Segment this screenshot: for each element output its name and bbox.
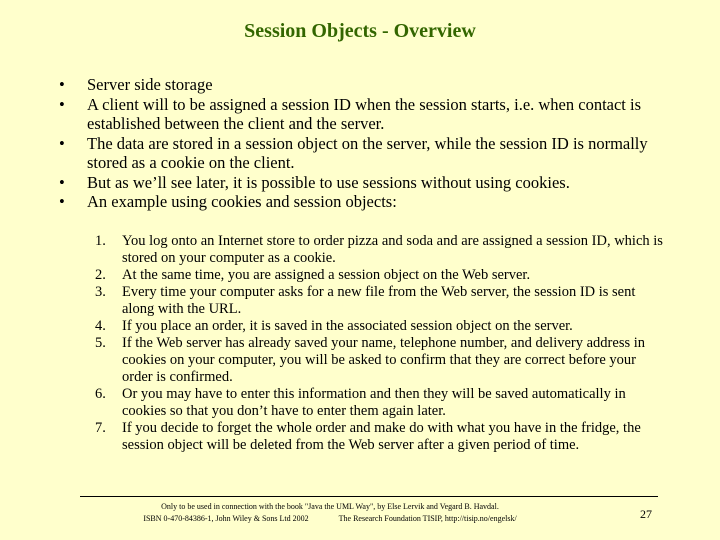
bullet-item: • The data are stored in a session object on the server, while the session ID is normally stored as a cookie on the client. [57,134,657,173]
item-number: 3. [95,284,106,300]
numbered-item [95,318,665,335]
item-text: If you place an order, it is saved in the associated session object on the server. [122,318,573,334]
slide-title: Session Objects - Overview [244,20,476,42]
footer-line-1: Only to be used in connection with the book "Java the UML Way", by Else Lervik and Vegard B. Havdal. [161,502,499,511]
item-number: 4. [95,318,106,334]
item-number: 5. [95,335,106,351]
numbered-item [95,420,665,454]
item-number: 2. [95,267,106,283]
numbered-item [95,267,665,284]
item-text: If the Web server has already saved your name, telephone number, and delivery address in cookies on your computer, you will be asked to confirm that they are correct before your order is confirmed. [122,335,646,385]
item-text: Every time your computer asks for a new file from the Web server, the session ID is sent along with the URL. [122,284,636,317]
item-text: Or you may have to enter this information and then they will be saved automatically in cookies so that you don’t have to enter them again later. [122,386,626,419]
numbered-item [95,233,665,267]
item-text: If you decide to forget the whole order and make do with what you have in the fridge, the session object will be deleted from the Web server after a given period of time. [122,420,641,453]
bullet-list [57,75,657,212]
item-text: You log onto an Internet store to order pizza and soda and are assigned a session ID, which is stored on your computer as a cookie. [122,233,663,266]
bullet-item: • Server side storage [57,75,657,95]
bullet-item: • An example using cookies and session objects: [57,192,657,212]
numbered-list [95,233,665,454]
item-number: 6. [95,386,106,402]
page-number: 27 [640,507,652,521]
numbered-item [95,386,665,420]
numbered-item [95,284,665,318]
footer-credits [80,501,580,525]
footer-divider [80,496,658,497]
item-number: 7. [95,420,106,436]
footer-line-2 [80,513,580,525]
footer-isbn: ISBN 0-470-84386-1, John Wiley & Sons Ltd 2002 [143,514,309,523]
item-number: 1. [95,233,106,249]
bullet-item: • A client will to be assigned a session ID when the session starts, i.e. when contact is established between the client and the server. [57,95,657,134]
numbered-item [95,335,665,386]
item-text: At the same time, you are assigned a session object on the Web server. [122,267,531,283]
footer-publisher: The Research Foundation TISIP, http://tisip.no/engelsk/ [338,514,517,523]
bullet-item: • But as we’ll see later, it is possible to use sessions without using cookies. [57,173,657,193]
